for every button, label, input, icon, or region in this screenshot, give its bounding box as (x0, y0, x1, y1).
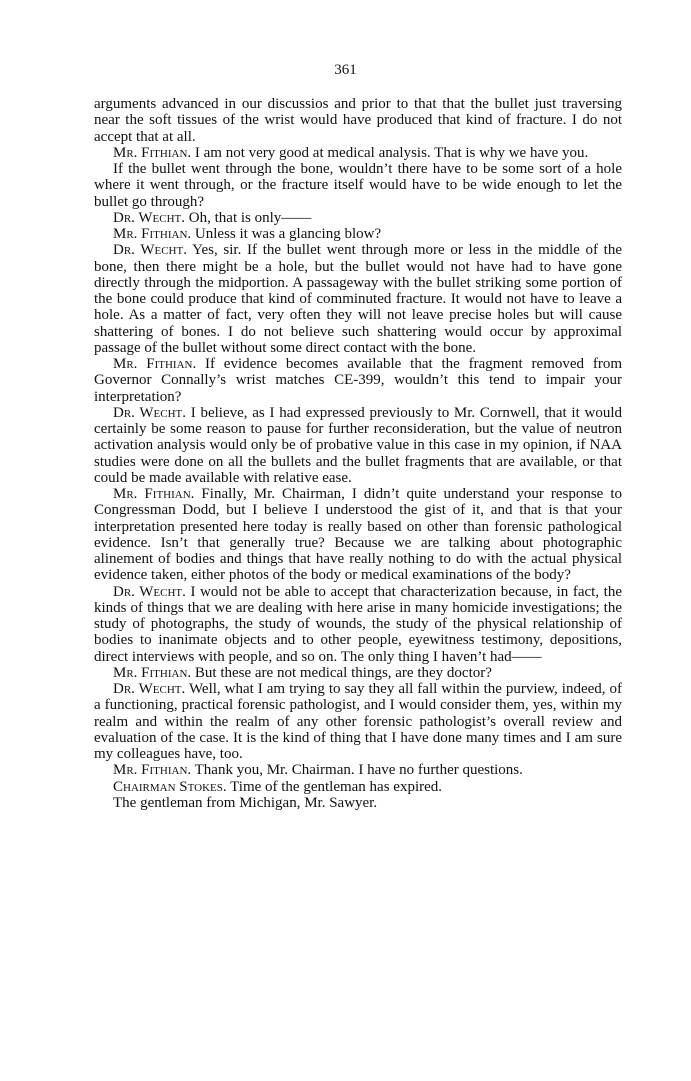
paragraph (94, 210, 622, 226)
paragraph (94, 584, 622, 665)
paragraph-text: I believe, as I had expressed previously to Mr. Cornwell, that it would certainly be some reason to pause for further reconsideration, but the value of neutron activation analysis would only be of probative value in this case in my opinion, if NAA studies were done on all the bullets and the bullet fragments that are available, or that could be made available with relative ease. (94, 404, 622, 486)
paragraph (94, 226, 622, 242)
speaker-name: Dr. Wecht. (113, 404, 187, 421)
speaker-name: Dr. Wecht. (113, 681, 186, 697)
paragraph (94, 145, 622, 161)
paragraph-text: I would not be able to accept that characterization because, in fact, the kinds of things that we are dealing with here arise in many homicide investigations; the study of photographs, the study of wounds, the study of the physical relationship of bodies to inanimate objects and to other people, eyewitness testimony, depositions, direct interviews with people, and so on. The only thing I haven’t had—— (94, 583, 623, 665)
speaker-name: Chairman Stokes. (113, 778, 227, 795)
paragraph-text: The gentleman from Michigan, Mr. Sawyer. (113, 794, 378, 811)
paragraph-text: Thank you, Mr. Chairman. I have no further questions. (191, 762, 523, 779)
speaker-name: Mr. Fithian. (113, 226, 192, 242)
speaker-name: Dr. Wecht. (113, 209, 186, 226)
paragraph (94, 486, 622, 584)
speaker-name: Mr. Fithian. (113, 664, 192, 681)
paragraph-text: But these are not medical things, are they doctor? (191, 664, 492, 681)
paragraph (94, 242, 622, 356)
speaker-name: Mr. Fithian. (113, 356, 197, 372)
paragraph-text: If evidence becomes available that the fragment removed from Governor Connally’s wrist matches CE-399, wouldn’t this tend to impair your interpretation? (94, 356, 622, 405)
page-number: 361 (334, 62, 357, 78)
paragraph-text: Finally, Mr. Chairman, I didn’t quite understand your response to Congressman Dodd, but I believe I understood the gist of it, and that is that your interpretation presented here today is really based on other than forensic pathological evidence. Isn’t that generally true? Because we are talking about photographic alinement of bodies and things that have really nothing to do with the actual physical evidence taken, either photos of the body or medical examinations of the body? (94, 486, 622, 584)
speaker-name: Mr. Fithian. (113, 486, 195, 502)
paragraph (94, 161, 622, 210)
speaker-name: Mr. Fithian. (113, 762, 192, 779)
paragraph-text: Yes, sir. If the bullet went through more or less in the middle of the bone, then there might be a hole, but the bullet would not have had to have gone directly through the midportion. A passageway with the bullet striking some portion of the bone could produce that kind of comminuted fracture. It would not have to leave a hole. As a matter of fact, very often they will not leave precise holes but will cause shattering of bones. I do not believe such shattering would occur by approximal passage of the bullet without some direct contact with the bone. (94, 242, 622, 356)
paragraph (94, 795, 622, 811)
paragraph (94, 681, 622, 762)
paragraph (94, 779, 622, 795)
paragraph-text: Time of the gentleman has expired. (226, 778, 443, 795)
paragraph-text: Oh, that is only—— (185, 209, 312, 226)
paragraph-text: Well, what I am trying to say they all fall within the purview, indeed, of a functioning, practical forensic pathologist, and I would consider them, yes, within my realm and within the realm of any other forensic pathologist’s overall review and evaluation of the case. It is the kind of thing that I have done many times and I am sure my colleagues have, too. (94, 681, 622, 762)
paragraph (94, 762, 622, 778)
paragraph-text: If the bullet went through the bone, wouldn’t there have to be some sort of a hole where it went through, or the fracture itself would have to be wide enough to let the bullet go through? (94, 161, 622, 210)
speaker-name: Dr. Wecht. (113, 583, 186, 600)
paragraph (94, 405, 622, 486)
paragraph (94, 96, 622, 145)
speaker-name: Mr. Fithian. (113, 144, 192, 161)
paragraph (94, 356, 622, 405)
transcript-body (94, 96, 622, 811)
paragraph-text: I am not very good at medical analysis. That is why we have you. (191, 144, 589, 161)
paragraph (94, 665, 622, 681)
paragraph-text: Unless it was a glancing blow? (191, 226, 382, 242)
speaker-name: Dr. Wecht. (113, 242, 187, 259)
paragraph-text: arguments advanced in our discussios and prior to that that the bullet just traversing near the soft tissues of the wrist would have produced that kind of fracture. I do not accept that at all. (94, 96, 622, 145)
